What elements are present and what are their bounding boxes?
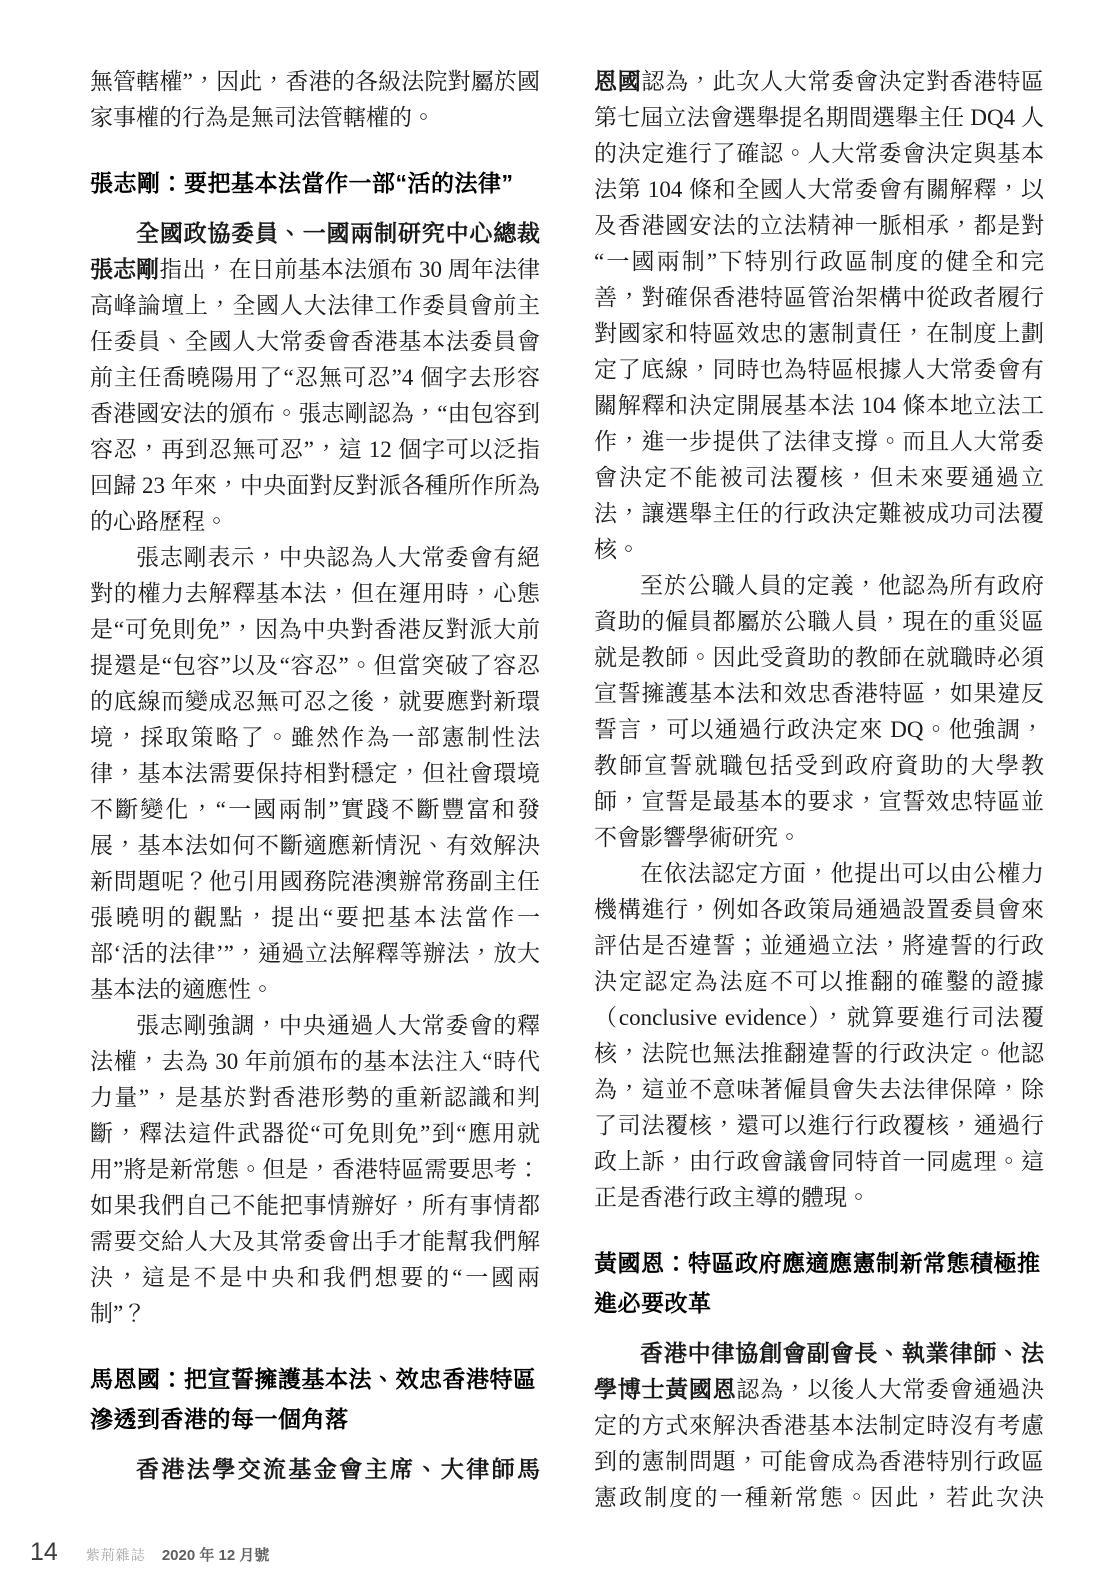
paragraph-text: 在依法認定方面，他提出可以由公權力機構進行，例如各政策局通過設置委員會來評估是否違誓；並通過立法，將違誓的行政決定認定為法庭不可以推翻的確鑿的證據（conclusive evidence），就算要進行司法覆核，法院也無法推翻違誓的行政決定。他認為，這並不意味著僱員會失去法律保障，除了司法覆核，還可以進行行政覆核，通過行政上訴，由行政會議會同特首一同處理。這正是香港行政主導的體現。 [594,861,1044,1210]
speaker-name-bold: 香港中律協創會副會長、執業律師、法學博士黃國恩 [594,1341,1044,1402]
paragraph-text: 至於公職人員的定義，他認為所有政府資助的僱員都屬於公職人員，現在的重災區就是教師。因此受資助的教師在就職時必須宣誓擁護基本法和效忠香港特區，如果違反誓言，可以通過行政決定來 DQ。他強調，教師宣誓就職包括受到政府資助的大學教師，宣誓是最基本的要求，宣誓效忠特區並不會影響學術研究。 [594,573,1044,850]
paragraph-text: 張志剛表示，中央認為人大常委會有絕對的權力去解釋基本法，但在運用時，心態是“可免則免”，因為中央對香港反對派大前提還是“包容”以及“容忍”。但當突破了容忍的底線而變成忍無可忍之後，就要應對新環境，採取策略了。雖然作為一部憲制性法律，基本法需要保持相對穩定，但社會環境不斷變化，“一國兩制”實踐不斷豐富和發展，基本法如何不斷適應新情況、有效解決新問題呢？他引用國務院港澳辦常務副主任張曉明的觀點，提出“要把基本法當作一部‘活的法律’”，通過立法解釋等辦法，放大基本法的適應性。 [90,545,540,1002]
paragraph-text: 無管轄權”，因此，香港的各級法院對屬於國家事權的行為是無司法管轄權的。 [90,69,540,130]
speaker-name-bold: 恩國 [594,69,642,94]
paragraph-text: 張志剛強調，中央通過人大常委會的釋法權，去為 30 年前頒布的基本法注入“時代力量”，是基於對香港形勢的重新認識和判斷，釋法這件武器從“可免則免”到“應用就用”將是新常態。但是，香港特區需要思考：如果我們自己不能把事情辦好，所有事情都需要交給人大及其常委會出手才能幫我們解決，這是不是中央和我們想要的“一國兩制”？ [90,1013,540,1326]
page-number: 14 [30,1538,58,1566]
magazine-name: 紫荊雜誌 [85,1547,146,1563]
paragraph [90,1452,540,1488]
text-column-left [90,64,540,1488]
section-heading: 張志剛：要把基本法當作一部“活的法律” [90,170,514,196]
speaker-name-bold: 全國政協委員、一國兩制研究中心總裁張志剛 [90,221,540,282]
issue-date: 2020 年 12 月號 [161,1547,270,1564]
speaker-name-bold: 香港法學交流基金會主席、大律師馬 [136,1457,540,1482]
text-column-right [594,64,1044,1516]
paragraph [594,568,1044,856]
paragraph [594,856,1044,1216]
paragraph-text: 認為，以後人大常委會通過決定的方式來解決香港基本法制定時沒有考慮到的憲制問題，可能會成為香港特別行政區憲政制度的一種新常態。因此，若此次決 [594,1377,1045,1510]
paragraph-text: 認為，此次人大常委會決定對香港特區第七屆立法會選舉提名期間選舉主任 DQ4 人的決定進行了確認。人大常委會決定與基本法第 104 條和全國人大常委會有關解釋，以及香港國安法的立法精神一脈相承，都是對“一國兩制”下特別行政區制度的健全和完善，對確保香港特區管治架構中從政者履行對國家和特區效忠的憲制責任，在制度上劃定了底線，同時也為特區根據人大常委會有關解釋和決定開展基本法 104 條本地立法工作，進一步提供了法律支撐。而且人大常委會決定不能被司法覆核，但未來要通過立法，讓選舉主任的行政決定難被成功司法覆核。 [594,69,1045,562]
paragraph [90,64,540,136]
paragraph [90,540,540,1008]
paragraph [594,1336,1044,1516]
section-heading: 馬恩國：把宣誓擁護基本法、效忠香港特區滲透到香港的每一個角落 [90,1366,537,1432]
section-heading: 黃國恩：特區政府應適應憲制新常態積極推進必要改革 [594,1250,1041,1316]
paragraph [90,216,540,540]
paragraph [90,1008,540,1332]
page-footer [30,1538,269,1567]
paragraph-text: 指出，在日前基本法頒布 30 周年法律高峰論壇上，全國人大法律工作委員會前主任委員、全國人大常委會香港基本法委員會前主任喬曉陽用了“忍無可忍”4 個字去形容香港國安法的頒布。張志剛認為，“由包容到容忍，再到忍無可忍”，這 12 個字可以泛指回歸 23 年來，中央面對反對派各種所作所為的心路歷程。 [90,257,541,534]
paragraph [594,64,1044,568]
